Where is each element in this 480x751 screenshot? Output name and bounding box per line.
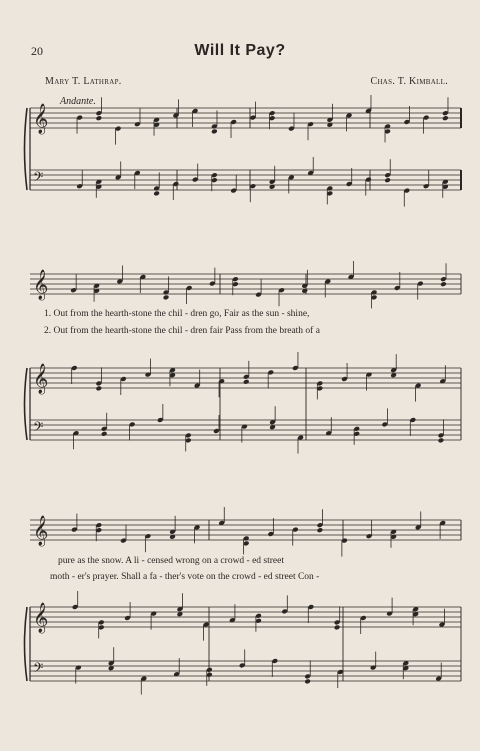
lyric-line-verse-1: 1. Out from the hearth-stone the chil - dren go, Fair as the sun - shine, [44, 309, 310, 319]
chord-note-head [163, 294, 170, 300]
composer-credit: Chas. T. Kimball. [370, 76, 448, 87]
page-number: 20 [31, 44, 43, 58]
treble-clef: 𝄞 [33, 104, 49, 134]
tempo-marking: Andante. [60, 96, 96, 107]
chord-note-head [96, 115, 103, 121]
chord-note-head [334, 624, 341, 630]
bass-clef: 𝄢 [33, 660, 44, 679]
treble-clef: 𝄞 [33, 364, 49, 394]
chord-note-head [211, 128, 218, 134]
treble-clef: 𝄞 [33, 270, 49, 300]
chord-note-head [440, 281, 447, 287]
chord-note-head [384, 177, 391, 183]
lyric-line-verse-2-cont: moth - er's prayer. Shall a fa - ther's vote on the crowd - ed street Con - [50, 572, 320, 582]
chord-note-head [304, 678, 311, 684]
lyricist-credit: Mary T. Lathrap. [45, 76, 122, 87]
chord-note-head [101, 431, 108, 437]
chord-note-head [95, 385, 102, 391]
brace [25, 607, 28, 681]
brace [25, 368, 28, 440]
chord-note-head [317, 527, 324, 533]
lyric-line-verse-1-cont: pure as the snow. A li - censed wrong on a crowd - ed street [58, 556, 285, 566]
brace [25, 108, 28, 190]
chord-note-head [442, 115, 449, 121]
chord-note-head [243, 379, 250, 385]
treble-clef: 𝄞 [33, 603, 49, 633]
song-title: Will It Pay? [194, 42, 286, 59]
treble-clef: 𝄞 [33, 516, 49, 546]
chord-note-head [153, 190, 160, 196]
chord-note-head [438, 437, 445, 443]
bass-clef: 𝄢 [33, 419, 44, 438]
bass-clef: 𝄢 [33, 169, 44, 188]
lyric-line-verse-2: 2. Out from the hearth-stone the chil - dren fair Pass from the breath of a [44, 326, 320, 336]
